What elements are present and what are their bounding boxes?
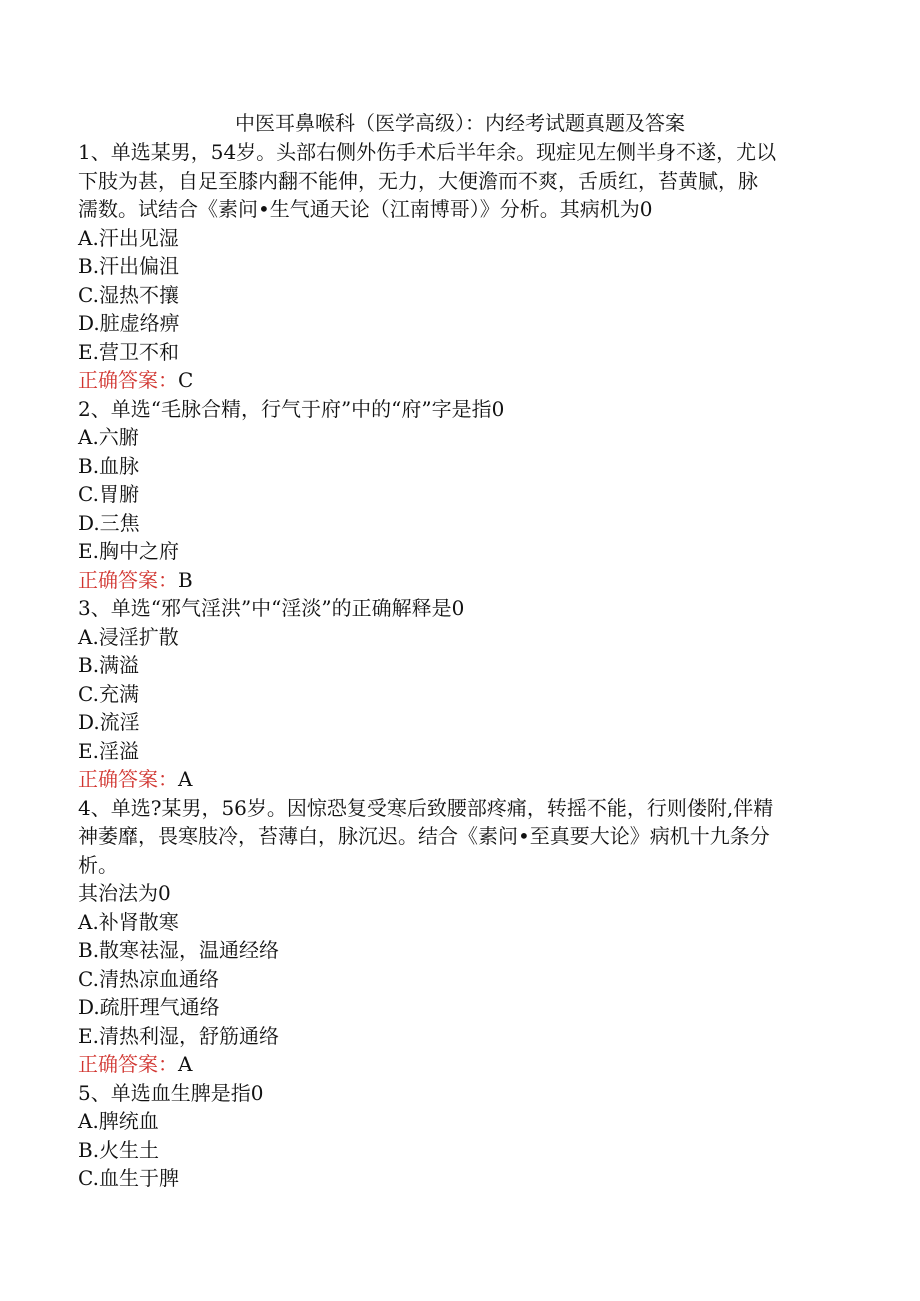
answer-option: B.血脉 <box>78 453 140 478</box>
answer-option: A.补肾散寒 <box>78 909 179 934</box>
correct-answer-label: 正确答案： <box>78 767 178 791</box>
answer-option: B.散寒祛湿，温通经络 <box>78 938 280 962</box>
question-block <box>78 395 838 595</box>
correct-answer <box>78 366 838 395</box>
answer-option: A.浸淫扩散 <box>78 624 179 649</box>
question-stem-line: 神萎靡，畏寒肢冷，苔薄白，脉沉迟。结合《素问•至真要大论》病机十九条分 <box>78 824 770 848</box>
answer-option: B.汗出偏沮 <box>78 254 180 278</box>
correct-answer-label: 正确答案： <box>78 567 178 592</box>
question-list <box>78 138 838 1193</box>
answer-option: D.三焦 <box>78 510 140 535</box>
answer-option: C.胃腑 <box>78 482 139 506</box>
answer-option: E.淫溢 <box>78 738 139 763</box>
answer-option: E.营卫不和 <box>78 339 179 364</box>
question-block <box>78 794 838 1079</box>
answer-option: E.清热利湿，舒筋通络 <box>78 1023 279 1048</box>
question-stem-line: 4、单选?某男，56岁。因惊恐复受寒后致腰部疼痛，转摇不能，行则偻附,伴精 <box>78 795 774 820</box>
question-block <box>78 138 838 395</box>
document-title: 中医耳鼻喉科（医学高级）：内经考试题真题及答案 <box>235 111 685 135</box>
question-stem-line: 析。 <box>78 852 118 877</box>
answer-option: A.六腑 <box>78 425 139 449</box>
answer-option: B.火生土 <box>78 1137 160 1162</box>
correct-answer-value: C <box>178 368 194 392</box>
question-stem-line: 3、单选“邪气淫洪”中“淫淡”的正确解释是0 <box>78 596 465 620</box>
correct-answer-value: B <box>178 567 193 592</box>
answer-option: B.满溢 <box>78 653 140 677</box>
answer-option: E.胸中之府 <box>78 539 179 563</box>
correct-answer-label: 正确答案： <box>78 368 178 392</box>
correct-answer <box>78 566 838 595</box>
correct-answer <box>78 1050 838 1079</box>
answer-option: A.汗出见湿 <box>78 225 179 250</box>
answer-option: D.脏虚络痹 <box>78 311 180 335</box>
question-block <box>78 594 838 794</box>
question-block <box>78 1079 838 1193</box>
answer-option: C.血生于脾 <box>78 1166 179 1190</box>
question-stem-line: 濡数。试结合《素问•生气通天论（江南博哥）》分析。其病机为0 <box>78 197 653 221</box>
question-stem-line: 下肢为甚，自足至膝内翻不能伸，无力，大便澹而不爽，舌质红，苔黄腻，脉 <box>78 168 758 193</box>
question-stem-line: 2、单选“毛脉合精，行气于府”中的“府”字是指0 <box>78 396 505 421</box>
question-stem-line: 5、单选血生脾是指0 <box>78 1080 264 1105</box>
correct-answer-label: 正确答案： <box>78 1052 178 1076</box>
correct-answer-value: A <box>178 767 193 791</box>
question-stem-line: 1、单选某男，54岁。头部右侧外伤手术后半年余。现症见左侧半身不遂，尤以 <box>78 140 777 164</box>
answer-option: C.充满 <box>78 681 139 706</box>
answer-option: D.流淫 <box>78 710 140 734</box>
question-stem-line: 其治法为0 <box>78 881 171 905</box>
correct-answer-value: A <box>178 1052 193 1076</box>
answer-option: A.脾统血 <box>78 1109 159 1133</box>
answer-option: C.清热凉血通络 <box>78 966 219 991</box>
answer-option: C.湿热不攘 <box>78 282 179 307</box>
answer-option: D.疏肝理气通络 <box>78 995 220 1019</box>
correct-answer <box>78 765 838 794</box>
